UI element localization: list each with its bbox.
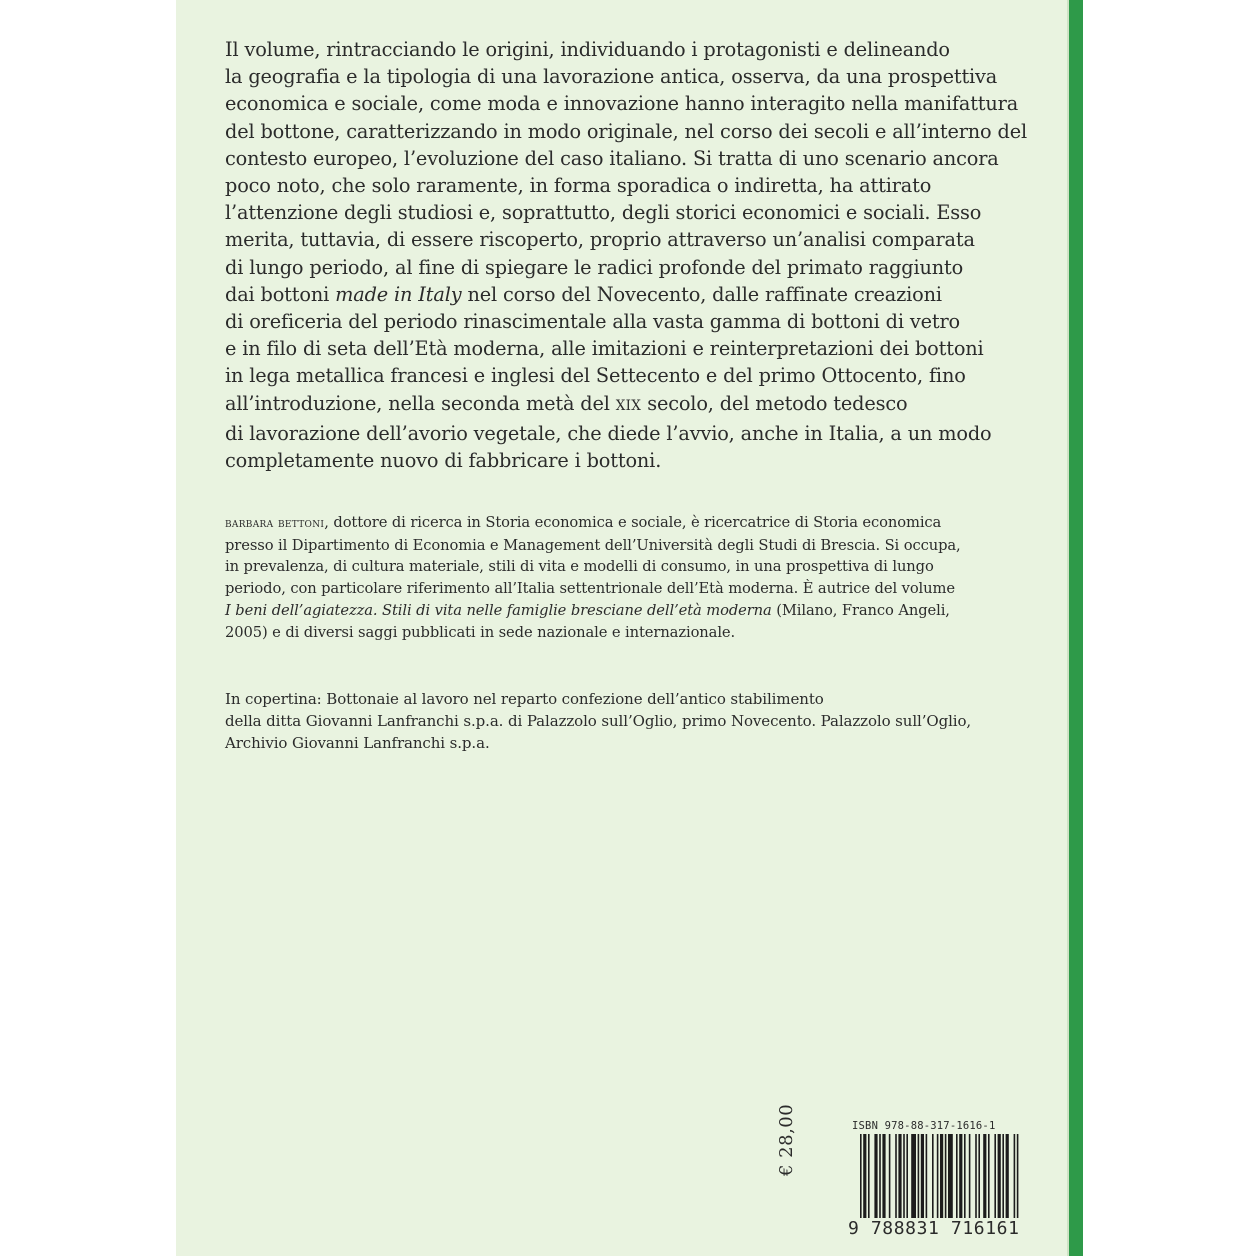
bio-line — [225, 512, 1025, 535]
blurb-text: nel corso del Novecento, dalle raffinate creazioni — [461, 282, 942, 306]
barcode-bar — [1002, 1134, 1004, 1224]
barcode-bar — [998, 1134, 1001, 1224]
barcode-bar — [1017, 1134, 1019, 1224]
isbn-label: ISBN 978-88-317-1616-1 — [852, 1120, 996, 1132]
cover-image-credit — [225, 688, 1025, 754]
barcode-bar — [911, 1134, 916, 1224]
bio-text: , dottore di ricerca in Storia economica e sociale, è ricercatrice di Storia economica — [324, 514, 942, 531]
author-bio — [225, 512, 1025, 643]
blurb-line: contesto europeo, l’evoluzione del caso italiano. Si tratta di uno scenario ancora — [225, 146, 999, 170]
blurb-line: Il volume, rintracciando le origini, individuando i protagonisti e delineando — [225, 38, 950, 61]
barcode-bar — [983, 1134, 986, 1224]
blurb-line: completamente nuovo di fabbricare i bottoni. — [225, 449, 662, 473]
barcode-bar — [860, 1134, 862, 1224]
bio-line: periodo, con particolare riferimento all’Italia settentrionale dell’Età moderna. È autrice del volume — [225, 580, 955, 598]
barcode-bar — [898, 1134, 901, 1224]
barcode-bar — [882, 1134, 885, 1224]
bio-text: (Milano, Franco Angeli, — [771, 601, 950, 619]
barcode-bar — [863, 1134, 866, 1224]
blurb-line: del bottone, caratterizzando in modo originale, nel corso dei secoli e all’interno del — [225, 119, 1027, 143]
barcode-bar — [959, 1134, 962, 1224]
barcode-bar — [903, 1134, 905, 1224]
blurb-line — [225, 281, 1025, 308]
blurb-text: secolo, del metodo tedesco — [641, 391, 908, 415]
credit-line: Archivio Giovanni Lanfranchi s.p.a. — [225, 734, 490, 752]
barcode-bar — [926, 1134, 928, 1224]
author-name: barbara bettoni — [225, 515, 325, 531]
bio-line — [225, 600, 1025, 622]
bio-line: 2005) e di diversi saggi pubblicati in sede nazionale e internazionale. — [225, 623, 736, 641]
barcode-bar — [874, 1134, 877, 1224]
barcode-bar — [948, 1134, 953, 1224]
bio-line: in prevalenza, di cultura materiale, stili di vita e modelli di consumo, in una prospettiva di lungo — [225, 558, 934, 576]
bio-line: presso il Dipartimento di Economia e Management dell’Università degli Studi di Brescia. Si occupa, — [225, 536, 961, 554]
blurb-line: di lungo periodo, al fine di spiegare le radici profonde del primato raggiunto — [225, 255, 964, 279]
barcode-bar — [956, 1134, 958, 1224]
credit-line: della ditta Giovanni Lanfranchi s.p.a. di Palazzolo sull’Oglio, primo Novecento. Palazzolo sull’Oglio, — [225, 712, 972, 730]
barcode-bar — [1006, 1134, 1009, 1224]
blurb-line: di lavorazione dell’avorio vegetale, che diede l’avvio, anche in Italia, a un modo — [225, 421, 992, 445]
barcode-bar — [932, 1134, 934, 1224]
barcode-bar — [1014, 1134, 1016, 1224]
blurb-italic-phrase: made in Italy — [335, 282, 462, 306]
barcode-bar — [988, 1134, 990, 1224]
barcode-bar — [937, 1134, 939, 1224]
barcode-bar — [921, 1134, 924, 1224]
isbn-barcode — [846, 1120, 1044, 1238]
credit-line: In copertina: Bottonaie al lavoro nel reparto confezione dell’antico stabilimento — [225, 690, 824, 708]
barcode-bar — [906, 1134, 908, 1224]
price-label: € 28,00 — [776, 1103, 797, 1176]
barcode-bar — [994, 1134, 996, 1224]
barcode-bar — [945, 1134, 947, 1224]
blurb-line: di oreficeria del periodo rinascimentale alla vasta gamma di bottoni di vetro — [225, 310, 960, 334]
barcode-digits: 9 788831 716161 — [848, 1218, 1020, 1239]
blurb-line — [225, 390, 1025, 420]
blurb-text: all’introduzione, nella seconda metà del — [225, 391, 616, 415]
barcode-bar — [895, 1134, 897, 1224]
barcode-bar — [918, 1134, 920, 1224]
blurb-line: merita, tuttavia, di essere riscoperto, proprio attraverso un’analisi comparata — [225, 228, 975, 252]
book-title-italic: I beni dell’agiatezza. Stili di vita nelle famiglie bresciane dell’età moderna — [225, 601, 772, 619]
blurb-line: poco noto, che solo raramente, in forma sporadica o indiretta, ha attirato — [225, 174, 932, 198]
blurb-line: in lega metallica francesi e inglesi del Settecento e del primo Ottocento, fino — [225, 364, 966, 388]
barcode-bars — [846, 1134, 1044, 1224]
blurb-line: la geografia e la tipologia di una lavorazione antica, osserva, da una prospettiva — [225, 65, 998, 89]
book-blurb — [225, 36, 1025, 474]
blurb-line: e in filo di seta dell’Età moderna, alle imitazioni e reinterpretazioni dei bottoni — [225, 337, 984, 361]
barcode-bar — [868, 1134, 870, 1224]
barcode-bar — [964, 1134, 966, 1224]
blurb-line: l’attenzione degli studiosi e, soprattutto, degli storici economici e sociali. Esso — [225, 201, 982, 225]
blurb-line: economica e sociale, come moda e innovazione hanno interagito nella manifattura — [225, 92, 1019, 116]
barcode-bar — [978, 1134, 980, 1224]
barcode-bar — [975, 1134, 977, 1224]
century-numeral: XIX — [615, 397, 642, 414]
barcode-bar — [889, 1134, 891, 1224]
barcode-bar — [879, 1134, 881, 1224]
barcode-bar — [940, 1134, 943, 1224]
green-spine — [1069, 0, 1083, 1256]
barcode-bar — [969, 1134, 971, 1224]
blurb-text: dai bottoni — [225, 282, 336, 306]
